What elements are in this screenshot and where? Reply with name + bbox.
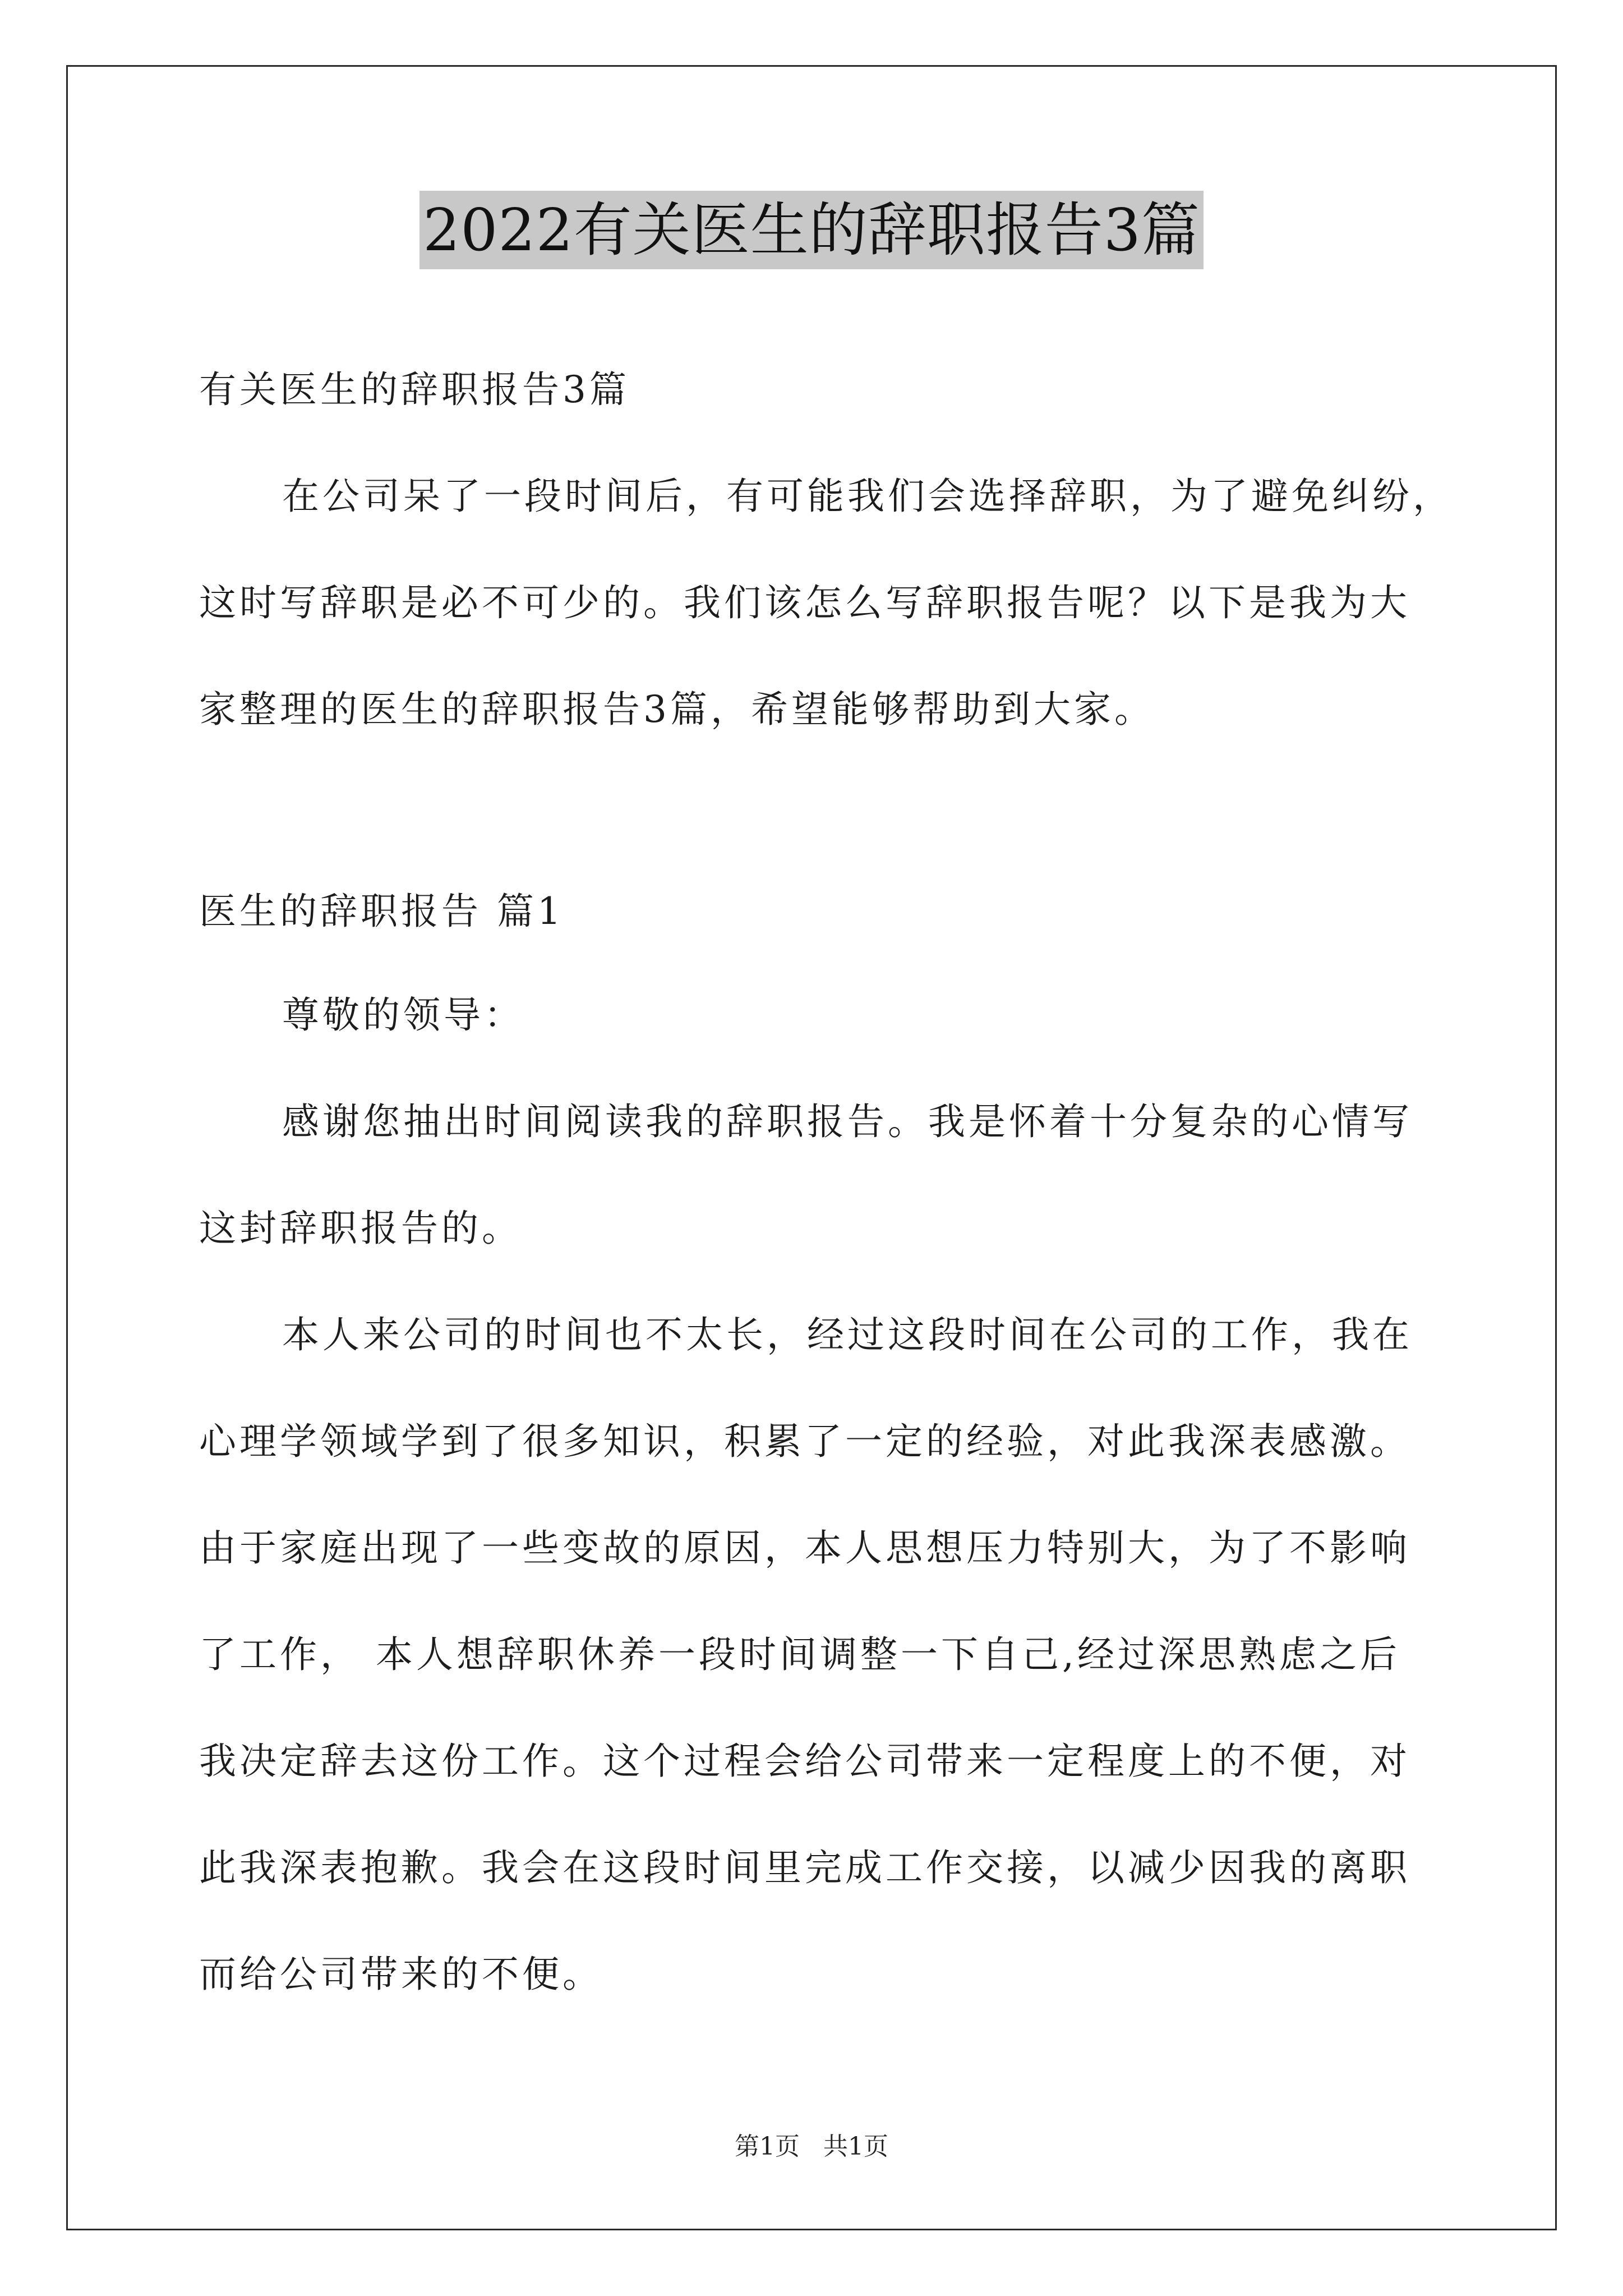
subtitle-text: 有关医生的辞职报告3篇: [199, 368, 630, 411]
body-paragraph-2: [199, 1282, 1433, 2028]
body-line: 我决定辞去这份工作。这个过程会给公司带来一定程度上的不便，对: [199, 1740, 1410, 1783]
section-heading: [199, 858, 1433, 965]
page-number-current: 第1页: [735, 2132, 800, 2161]
body-line: 此我深表抱歉。我会在这段时间里完成工作交接，以减少因我的离职: [199, 1846, 1410, 1889]
intro-paragraph: [199, 443, 1453, 763]
document-title: 2022有关医生的辞职报告3篇: [419, 191, 1204, 269]
body-line: 而给公司带来的不便。: [199, 1953, 603, 1996]
section-heading-text: 医生的辞职报告 篇1: [199, 890, 564, 933]
page-number-total: 共1页: [823, 2132, 888, 2161]
body-paragraph-1: [199, 1069, 1433, 1282]
intro-line: 家整理的医生的辞职报告3篇，希望能够帮助到大家。: [199, 688, 1155, 731]
body-line: 这封辞职报告的。: [199, 1207, 522, 1250]
body-line: 了工作， 本人想辞职休养一段时间调整一下自己,经过深思熟虑之后: [199, 1633, 1400, 1676]
intro-line: 这时写辞职是必不可少的。我们该怎么写辞职报告呢？以下是我为大: [199, 581, 1410, 624]
salutation-text: 尊敬的领导：: [282, 993, 524, 1037]
body-line: 本人来公司的时间也不太长，经过这段时间在公司的工作，我在: [282, 1313, 1413, 1356]
salutation: [199, 962, 1433, 1069]
intro-line: 在公司呆了一段时间后，有可能我们会选择辞职，为了避免纠纷，: [282, 475, 1453, 518]
title-container: [0, 191, 1623, 269]
body-line: 感谢您抽出时间阅读我的辞职报告。我是怀着十分复杂的心情写: [282, 1100, 1413, 1143]
body-line: 由于家庭出现了一些变故的原因，本人思想压力特别大，为了不影响: [199, 1526, 1410, 1570]
subtitle: [199, 337, 1433, 443]
body-line: 心理学领域学到了很多知识，积累了一定的经验，对此我深表感激。: [199, 1420, 1410, 1463]
page-footer: [0, 2126, 1623, 2162]
